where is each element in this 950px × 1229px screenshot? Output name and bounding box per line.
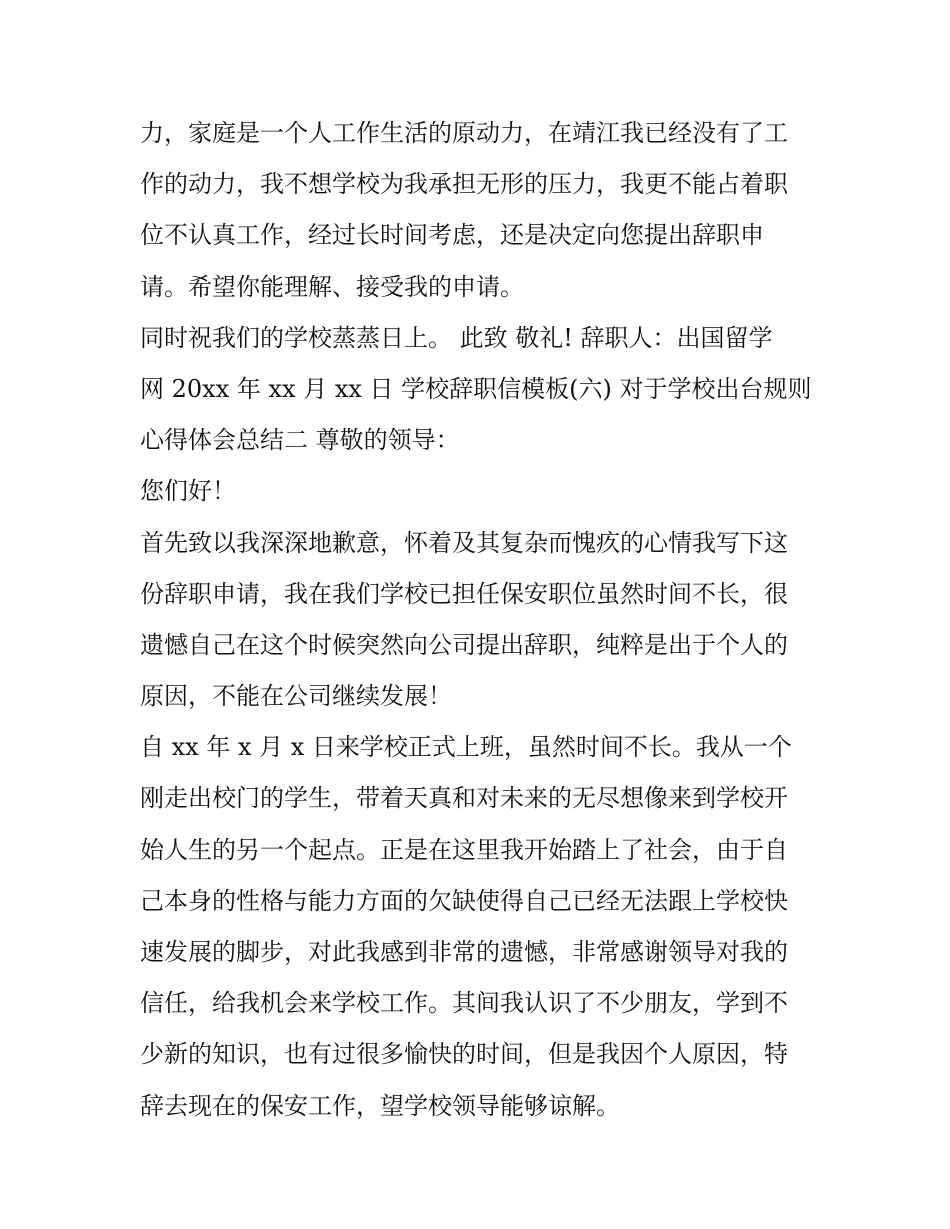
- text-line: 信任，给我机会来学校工作。其间我认识了不少朋友，学到不: [140, 989, 788, 1018]
- text-line: 网 20xx 年 xx 月 xx 日 学校辞职信模板(六) 对于学校出台规则: [140, 374, 812, 403]
- text-line: 己本身的性格与能力方面的欠缺使得自己已经无法跟上学校快: [140, 886, 788, 915]
- text-line: 同时祝我们的学校蒸蒸日上。 此致 敬礼! 辞职人：出国留学: [140, 323, 773, 352]
- text-line: 作的动力，我不想学校为我承担无形的压力，我更不能占着职: [140, 170, 788, 199]
- letter-body: [140, 108, 820, 1132]
- text-line: 刚走出校门的学生，带着天真和对未来的无尽想像来到学校开: [140, 784, 788, 813]
- text-line: 辞去现在的保安工作，望学校领导能够谅解。: [140, 1091, 620, 1120]
- text-line: 遗憾自己在这个时候突然向公司提出辞职，纯粹是出于个人的: [140, 630, 788, 659]
- text-line: 力，家庭是一个人工作生活的原动力，在靖江我已经没有了工: [140, 119, 788, 147]
- text-line: 原因，不能在公司继续发展！: [140, 682, 452, 711]
- text-line: 心得体会总结二 尊敬的领导：: [140, 426, 460, 455]
- text-line: 自 xx 年 x 月 x 日来学校正式上班，虽然时间不长。我从一个: [140, 733, 792, 762]
- text-line: 速发展的脚步，对此我感到非常的遗憾，非常感谢领导对我的: [140, 938, 788, 966]
- text-line: 少新的知识，也有过很多愉快的时间，但是我因个人原因，特: [140, 1040, 788, 1069]
- text-line: 始人生的另一个起点。正是在这里我开始踏上了社会，由于自: [140, 835, 788, 864]
- greeting-line: 您们好！: [140, 477, 236, 506]
- text-line: 首先致以我深深地歉意，怀着及其复杂而愧疚的心情我写下这: [140, 528, 788, 557]
- text-line: 份辞职申请，我在我们学校已担任保安职位虽然时间不长，很: [140, 579, 788, 608]
- text-line: 位不认真工作，经过长时间考虑，还是决定向您提出辞职申: [140, 221, 764, 250]
- text-line: 请。希望你能理解、接受我的申请。: [140, 272, 524, 301]
